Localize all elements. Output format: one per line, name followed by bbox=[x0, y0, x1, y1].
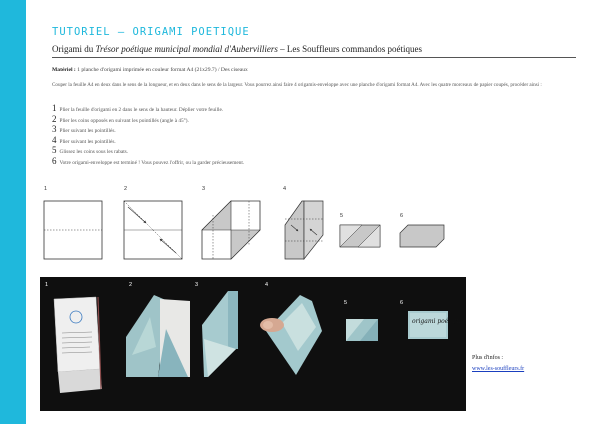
materials-line bbox=[52, 67, 248, 73]
accent-sidebar bbox=[0, 0, 26, 424]
header-divider bbox=[52, 57, 576, 58]
step-text: Plier les coins opposés en suivant les pointillés (angle à 45°). bbox=[59, 117, 189, 124]
photo-label: 5 bbox=[344, 300, 348, 306]
step-item bbox=[52, 103, 244, 114]
step-number: 6 bbox=[52, 155, 57, 166]
diagram-label: 2 bbox=[124, 186, 128, 192]
step-item bbox=[52, 114, 244, 125]
step-number: 5 bbox=[52, 145, 57, 155]
photo-label: 3 bbox=[195, 282, 199, 288]
photo-card-text: origami poétique bbox=[412, 318, 464, 325]
photo-label: 4 bbox=[265, 282, 269, 288]
step-item bbox=[52, 135, 244, 146]
diagram-step-1 bbox=[44, 186, 102, 259]
diagram-step-4 bbox=[283, 186, 323, 259]
step-text: Plier suivant les pointillés. bbox=[59, 138, 116, 145]
diagram-label: 1 bbox=[44, 186, 48, 192]
subtitle-italic: Trésor poétique municipal mondial d'Aubervilliers bbox=[95, 44, 278, 54]
steps-list bbox=[52, 103, 244, 166]
website-link[interactable]: www.les-souffleurs.fr bbox=[472, 366, 525, 372]
step-item bbox=[52, 145, 244, 156]
page-subtitle bbox=[52, 44, 422, 54]
step-number: 4 bbox=[52, 134, 57, 145]
step-item bbox=[52, 124, 244, 135]
materials-text: 1 planche d'origami imprimée en couleur format A4 (21x29.7) / Des ciseaux bbox=[77, 67, 248, 73]
step-item bbox=[52, 156, 244, 167]
info-label: Plus d'infos : bbox=[472, 355, 504, 361]
diagram-label: 4 bbox=[283, 186, 287, 192]
page-title: TUTORIEL – ORIGAMI POETIQUE bbox=[52, 26, 250, 38]
diagram-label: 3 bbox=[202, 186, 206, 192]
step-number: 3 bbox=[52, 124, 57, 134]
diagram-step-6 bbox=[400, 213, 444, 247]
diagram-step-2 bbox=[124, 186, 182, 259]
diagram-label: 6 bbox=[400, 213, 404, 219]
diagram-step-3 bbox=[202, 186, 260, 259]
step-text: Plier la feuille d'origami en 2 dans le sens de la hauteur. Déplier votre feuille. bbox=[59, 107, 224, 113]
step-text: Glissez les coins sous les rabats. bbox=[59, 149, 129, 155]
photo-strip bbox=[40, 277, 466, 411]
materials-label: Matériel : bbox=[52, 67, 76, 73]
photo-label: 6 bbox=[400, 300, 404, 306]
step-number: 1 bbox=[52, 103, 57, 113]
photo-label: 2 bbox=[129, 282, 133, 288]
step-number: 2 bbox=[52, 113, 57, 124]
folding-diagrams bbox=[40, 185, 500, 275]
step-text: Plier suivant les pointillés. bbox=[59, 128, 116, 134]
photo-label: 1 bbox=[45, 282, 49, 288]
step-text: Votre origami-enveloppe est terminé ! Vous pouvez l'offrir, ou la garder précieusement. bbox=[59, 159, 245, 166]
subtitle-prefix: Origami du bbox=[52, 44, 96, 54]
intro-paragraph: Couper la feuille A4 en deux dans le sens de la longueur, et en deux dans le sens de la largeur. Vous pourrez ainsi faire 4 origamis-enveloppe avec une planche d'origami format A4. Avec les quatre morceaux de papier coupés, procéder ainsi : bbox=[52, 82, 542, 88]
diagram-step-5 bbox=[340, 213, 380, 247]
subtitle-suffix: – Les Souffleurs commandos poétiques bbox=[277, 44, 422, 54]
diagram-label: 5 bbox=[340, 213, 344, 219]
